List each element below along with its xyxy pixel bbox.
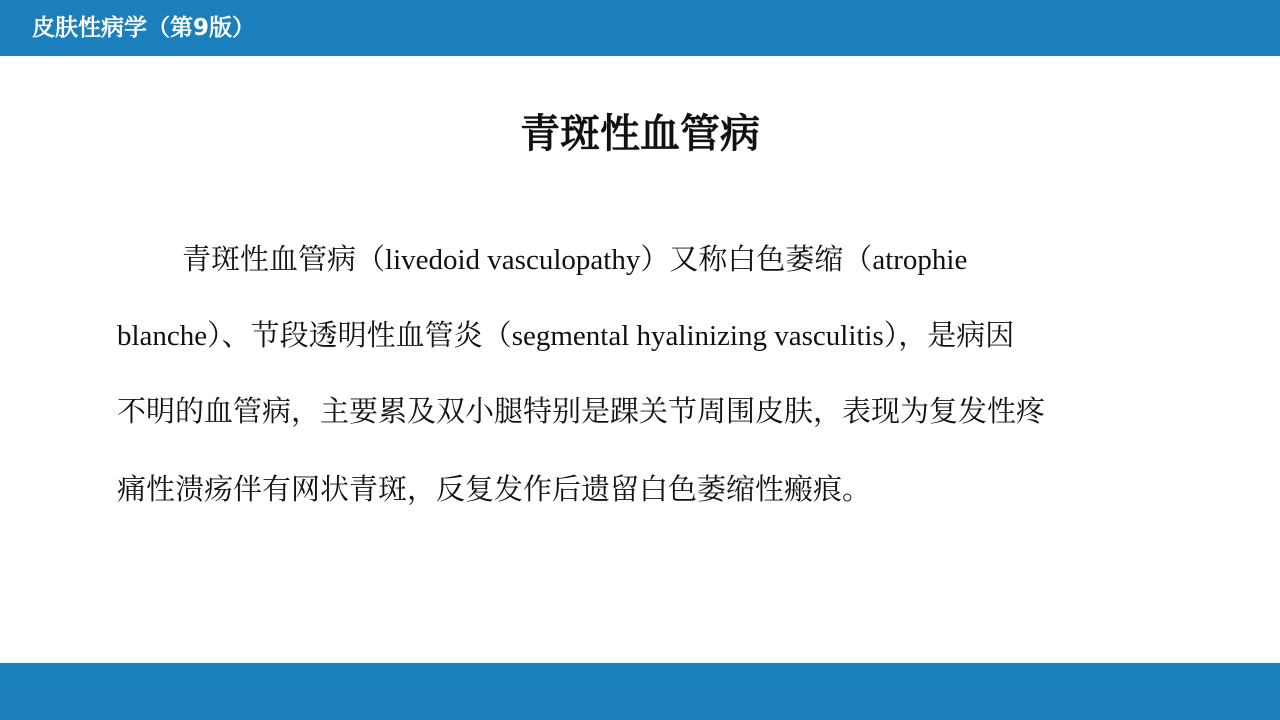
body-text-line-2 [117,311,1014,359]
body-text-segment: ）、节段透明性血管炎（ [207,318,512,352]
body-text-line-1 [182,235,967,283]
body-text-line-3: 不明的血管病，主要累及双小腿特别是踝关节周围皮肤，表现为复发性疼 [117,394,1046,428]
english-term: segmental hyalinizing vasculitis [511,320,884,352]
footer-bar [0,663,1280,720]
english-term: livedoid vasculopathy [385,244,641,276]
body-text-segment: ），是病因 [883,318,1015,352]
body-text-line-4: 痛性溃疡伴有网状青斑，反复发作后遗留白色萎缩性瘢痕。 [117,472,872,506]
english-term: blanche [117,320,208,352]
body-text-segment: 青斑性血管病（ [182,242,386,276]
slide-title: 青斑性血管病 [520,111,760,157]
english-term: atrophie [872,244,968,276]
body-text-segment: ）又称白色萎缩（ [640,242,873,276]
book-title: 皮肤性病学（第9版） [32,15,256,41]
header-bar [0,0,1280,56]
